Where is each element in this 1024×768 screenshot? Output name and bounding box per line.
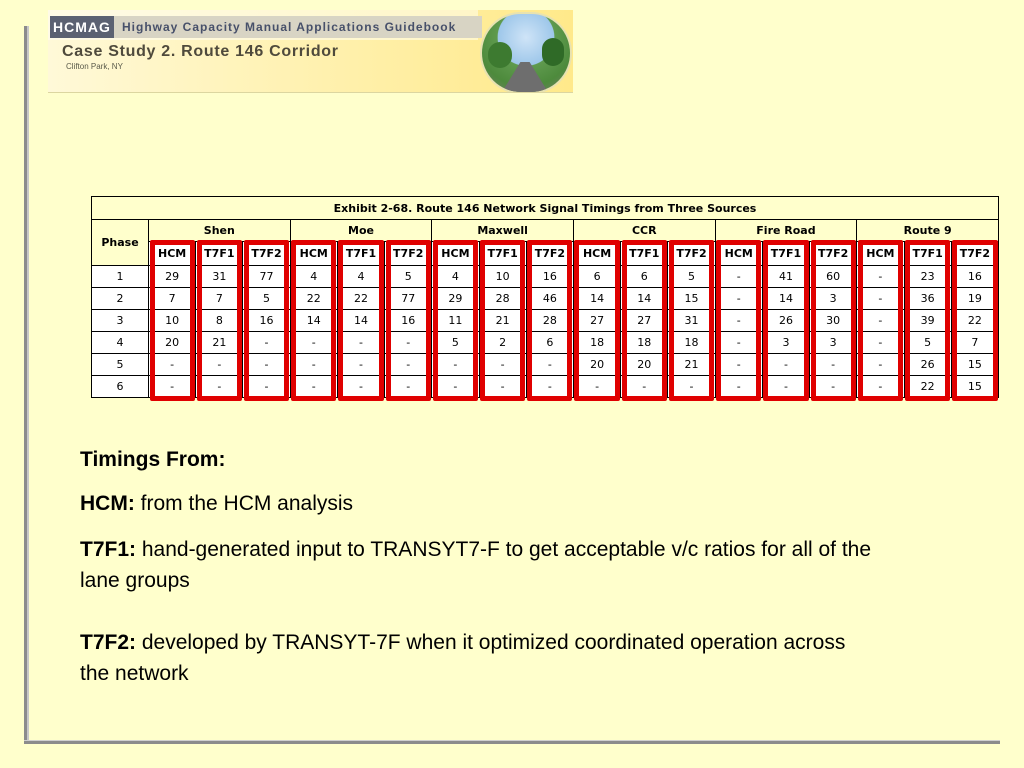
- timing-cell: 5: [385, 266, 432, 288]
- source-header: HCM: [432, 242, 479, 266]
- timing-cell: 3: [762, 332, 809, 354]
- source-header: HCM: [857, 242, 904, 266]
- source-header: T7F1: [762, 242, 809, 266]
- phase-cell: 6: [92, 376, 149, 398]
- legend-text: developed by TRANSYT-7F when it optimized coordinated operation across the network: [80, 631, 846, 685]
- timing-cell: 16: [385, 310, 432, 332]
- case-study-title: Case Study 2. Route 146 Corridor: [62, 43, 339, 60]
- timing-cell: -: [432, 354, 479, 376]
- timing-cell: -: [715, 354, 762, 376]
- timing-cell: 77: [385, 288, 432, 310]
- timing-cell: 19: [951, 288, 998, 310]
- timing-cell: 18: [621, 332, 668, 354]
- timing-cell: 6: [526, 332, 573, 354]
- phase-cell: 1: [92, 266, 149, 288]
- timing-cell: 36: [904, 288, 951, 310]
- timing-cell: 39: [904, 310, 951, 332]
- timing-cell: 46: [526, 288, 573, 310]
- phase-cell: 4: [92, 332, 149, 354]
- timing-cell: 4: [290, 266, 337, 288]
- road-shape: [502, 62, 548, 92]
- timing-cell: 15: [668, 288, 715, 310]
- timing-cell: -: [762, 376, 809, 398]
- timing-cell: 22: [951, 310, 998, 332]
- timing-cell: -: [385, 376, 432, 398]
- timing-cell: 14: [337, 310, 384, 332]
- timing-cell: -: [196, 376, 243, 398]
- header-banner: [48, 10, 573, 93]
- timing-cell: -: [526, 376, 573, 398]
- timing-cell: -: [290, 332, 337, 354]
- corridor-photo: [480, 12, 572, 93]
- timing-cell: 21: [479, 310, 526, 332]
- timing-cell: 5: [432, 332, 479, 354]
- source-header: HCM: [715, 242, 762, 266]
- timing-cell: -: [715, 288, 762, 310]
- source-header: HCM: [573, 242, 620, 266]
- legend-text: from the HCM analysis: [134, 492, 354, 515]
- timing-cell: -: [715, 266, 762, 288]
- table-row: [92, 376, 999, 398]
- timing-cell: -: [385, 354, 432, 376]
- timing-cell: -: [243, 376, 290, 398]
- source-header: T7F2: [668, 242, 715, 266]
- intersection-header: CCR: [573, 220, 715, 242]
- timing-cell: -: [810, 354, 857, 376]
- timing-cell: -: [149, 376, 196, 398]
- timing-cell: -: [715, 332, 762, 354]
- timing-cell: 14: [621, 288, 668, 310]
- timing-cell: -: [196, 354, 243, 376]
- intersection-header: Route 9: [857, 220, 999, 242]
- timing-cell: -: [857, 266, 904, 288]
- timing-cell: -: [857, 288, 904, 310]
- timing-cell: 4: [432, 266, 479, 288]
- table-row: [92, 332, 999, 354]
- timing-sources-legend: [80, 444, 880, 689]
- timing-cell: -: [857, 310, 904, 332]
- timing-cell: 16: [526, 266, 573, 288]
- phase-cell: 5: [92, 354, 149, 376]
- source-header: T7F2: [526, 242, 573, 266]
- timing-cell: 10: [479, 266, 526, 288]
- source-header: T7F1: [621, 242, 668, 266]
- source-header: T7F2: [385, 242, 432, 266]
- timing-cell: 6: [621, 266, 668, 288]
- intersection-header: Shen: [149, 220, 291, 242]
- timing-cell: 5: [243, 288, 290, 310]
- timing-cell: 22: [904, 376, 951, 398]
- tree-shape: [488, 42, 512, 68]
- timing-cell: 10: [149, 310, 196, 332]
- source-header: T7F1: [337, 242, 384, 266]
- source-header: HCM: [149, 242, 196, 266]
- timing-cell: 4: [337, 266, 384, 288]
- signal-timings-table: [91, 196, 999, 398]
- phase-cell: 3: [92, 310, 149, 332]
- timing-cell: 14: [290, 310, 337, 332]
- legend-text: hand-generated input to TRANSYT7-F to get acceptable v/c ratios for all of the lane groups: [80, 538, 872, 592]
- table-row: [92, 354, 999, 376]
- timing-cell: 7: [149, 288, 196, 310]
- timing-cell: 31: [668, 310, 715, 332]
- source-header: T7F2: [810, 242, 857, 266]
- timing-cell: 41: [762, 266, 809, 288]
- timing-cell: -: [243, 332, 290, 354]
- timing-cell: 21: [196, 332, 243, 354]
- timing-cell: 3: [810, 288, 857, 310]
- timing-cell: -: [810, 376, 857, 398]
- timing-cell: -: [857, 376, 904, 398]
- timing-cell: 18: [668, 332, 715, 354]
- timing-cell: -: [526, 354, 573, 376]
- timing-cell: 20: [149, 332, 196, 354]
- timing-cell: 5: [668, 266, 715, 288]
- timing-cell: 30: [810, 310, 857, 332]
- timing-cell: 77: [243, 266, 290, 288]
- timing-cell: -: [857, 332, 904, 354]
- timing-cell: 28: [526, 310, 573, 332]
- timing-cell: 18: [573, 332, 620, 354]
- timing-cell: 16: [951, 266, 998, 288]
- timing-cell: -: [715, 376, 762, 398]
- timing-cell: -: [385, 332, 432, 354]
- timing-cell: 20: [621, 354, 668, 376]
- timing-cell: 21: [668, 354, 715, 376]
- source-header: T7F1: [904, 242, 951, 266]
- signal-timings-exhibit: [91, 196, 999, 398]
- timing-cell: -: [149, 354, 196, 376]
- legend-key: HCM:: [80, 492, 135, 515]
- timing-cell: 31: [196, 266, 243, 288]
- timing-cell: 3: [810, 332, 857, 354]
- intersection-header: Fire Road: [715, 220, 857, 242]
- timing-cell: 15: [951, 354, 998, 376]
- source-header: T7F1: [196, 242, 243, 266]
- timing-cell: -: [337, 376, 384, 398]
- case-study-location: Clifton Park, NY: [66, 62, 123, 71]
- timing-cell: -: [479, 376, 526, 398]
- timing-cell: 16: [243, 310, 290, 332]
- timing-cell: 20: [573, 354, 620, 376]
- timing-cell: 11: [432, 310, 479, 332]
- timing-cell: -: [290, 376, 337, 398]
- timing-cell: 7: [951, 332, 998, 354]
- intersection-header: Moe: [290, 220, 432, 242]
- source-header: T7F2: [951, 242, 998, 266]
- timing-cell: -: [337, 354, 384, 376]
- timing-cell: -: [290, 354, 337, 376]
- timing-cell: 26: [762, 310, 809, 332]
- timing-cell: 14: [573, 288, 620, 310]
- intersection-header: Maxwell: [432, 220, 574, 242]
- table-row: [92, 288, 999, 310]
- slide-frame-bottom: [24, 740, 1000, 744]
- timing-cell: 14: [762, 288, 809, 310]
- timing-cell: 29: [432, 288, 479, 310]
- guidebook-title: Highway Capacity Manual Applications Guidebook: [114, 16, 482, 38]
- timing-cell: 22: [337, 288, 384, 310]
- slide-frame-left: [24, 26, 29, 744]
- timing-cell: -: [479, 354, 526, 376]
- timing-cell: 5: [904, 332, 951, 354]
- timing-cell: 2: [479, 332, 526, 354]
- timing-cell: 6: [573, 266, 620, 288]
- legend-key: T7F2:: [80, 631, 137, 654]
- legend-heading: Timings From:: [80, 448, 226, 471]
- legend-item-hcm: [80, 488, 880, 519]
- legend-item-t7f1: [80, 534, 880, 596]
- timing-cell: 27: [621, 310, 668, 332]
- timing-cell: 22: [290, 288, 337, 310]
- timing-cell: 7: [196, 288, 243, 310]
- timing-cell: -: [715, 310, 762, 332]
- timing-cell: -: [573, 376, 620, 398]
- timing-cell: 29: [149, 266, 196, 288]
- timing-cell: 26: [904, 354, 951, 376]
- source-header: T7F1: [479, 242, 526, 266]
- timing-cell: -: [621, 376, 668, 398]
- table-caption: Exhibit 2-68. Route 146 Network Signal Timings from Three Sources: [92, 197, 999, 220]
- timing-cell: 28: [479, 288, 526, 310]
- timing-cell: -: [762, 354, 809, 376]
- tree-shape: [542, 38, 564, 66]
- phase-cell: 2: [92, 288, 149, 310]
- legend-item-t7f2: [80, 627, 880, 689]
- source-header: HCM: [290, 242, 337, 266]
- timing-cell: 27: [573, 310, 620, 332]
- timing-cell: -: [857, 354, 904, 376]
- table-row: [92, 266, 999, 288]
- timing-cell: -: [432, 376, 479, 398]
- timing-cell: 60: [810, 266, 857, 288]
- timing-cell: -: [337, 332, 384, 354]
- hcmag-logo: HCMAG: [50, 16, 114, 38]
- timing-cell: 15: [951, 376, 998, 398]
- table-row: [92, 310, 999, 332]
- phase-header: Phase: [92, 220, 149, 266]
- legend-key: T7F1:: [80, 538, 137, 561]
- timing-cell: 23: [904, 266, 951, 288]
- timing-cell: 8: [196, 310, 243, 332]
- timing-cell: -: [243, 354, 290, 376]
- source-header: T7F2: [243, 242, 290, 266]
- timing-cell: -: [668, 376, 715, 398]
